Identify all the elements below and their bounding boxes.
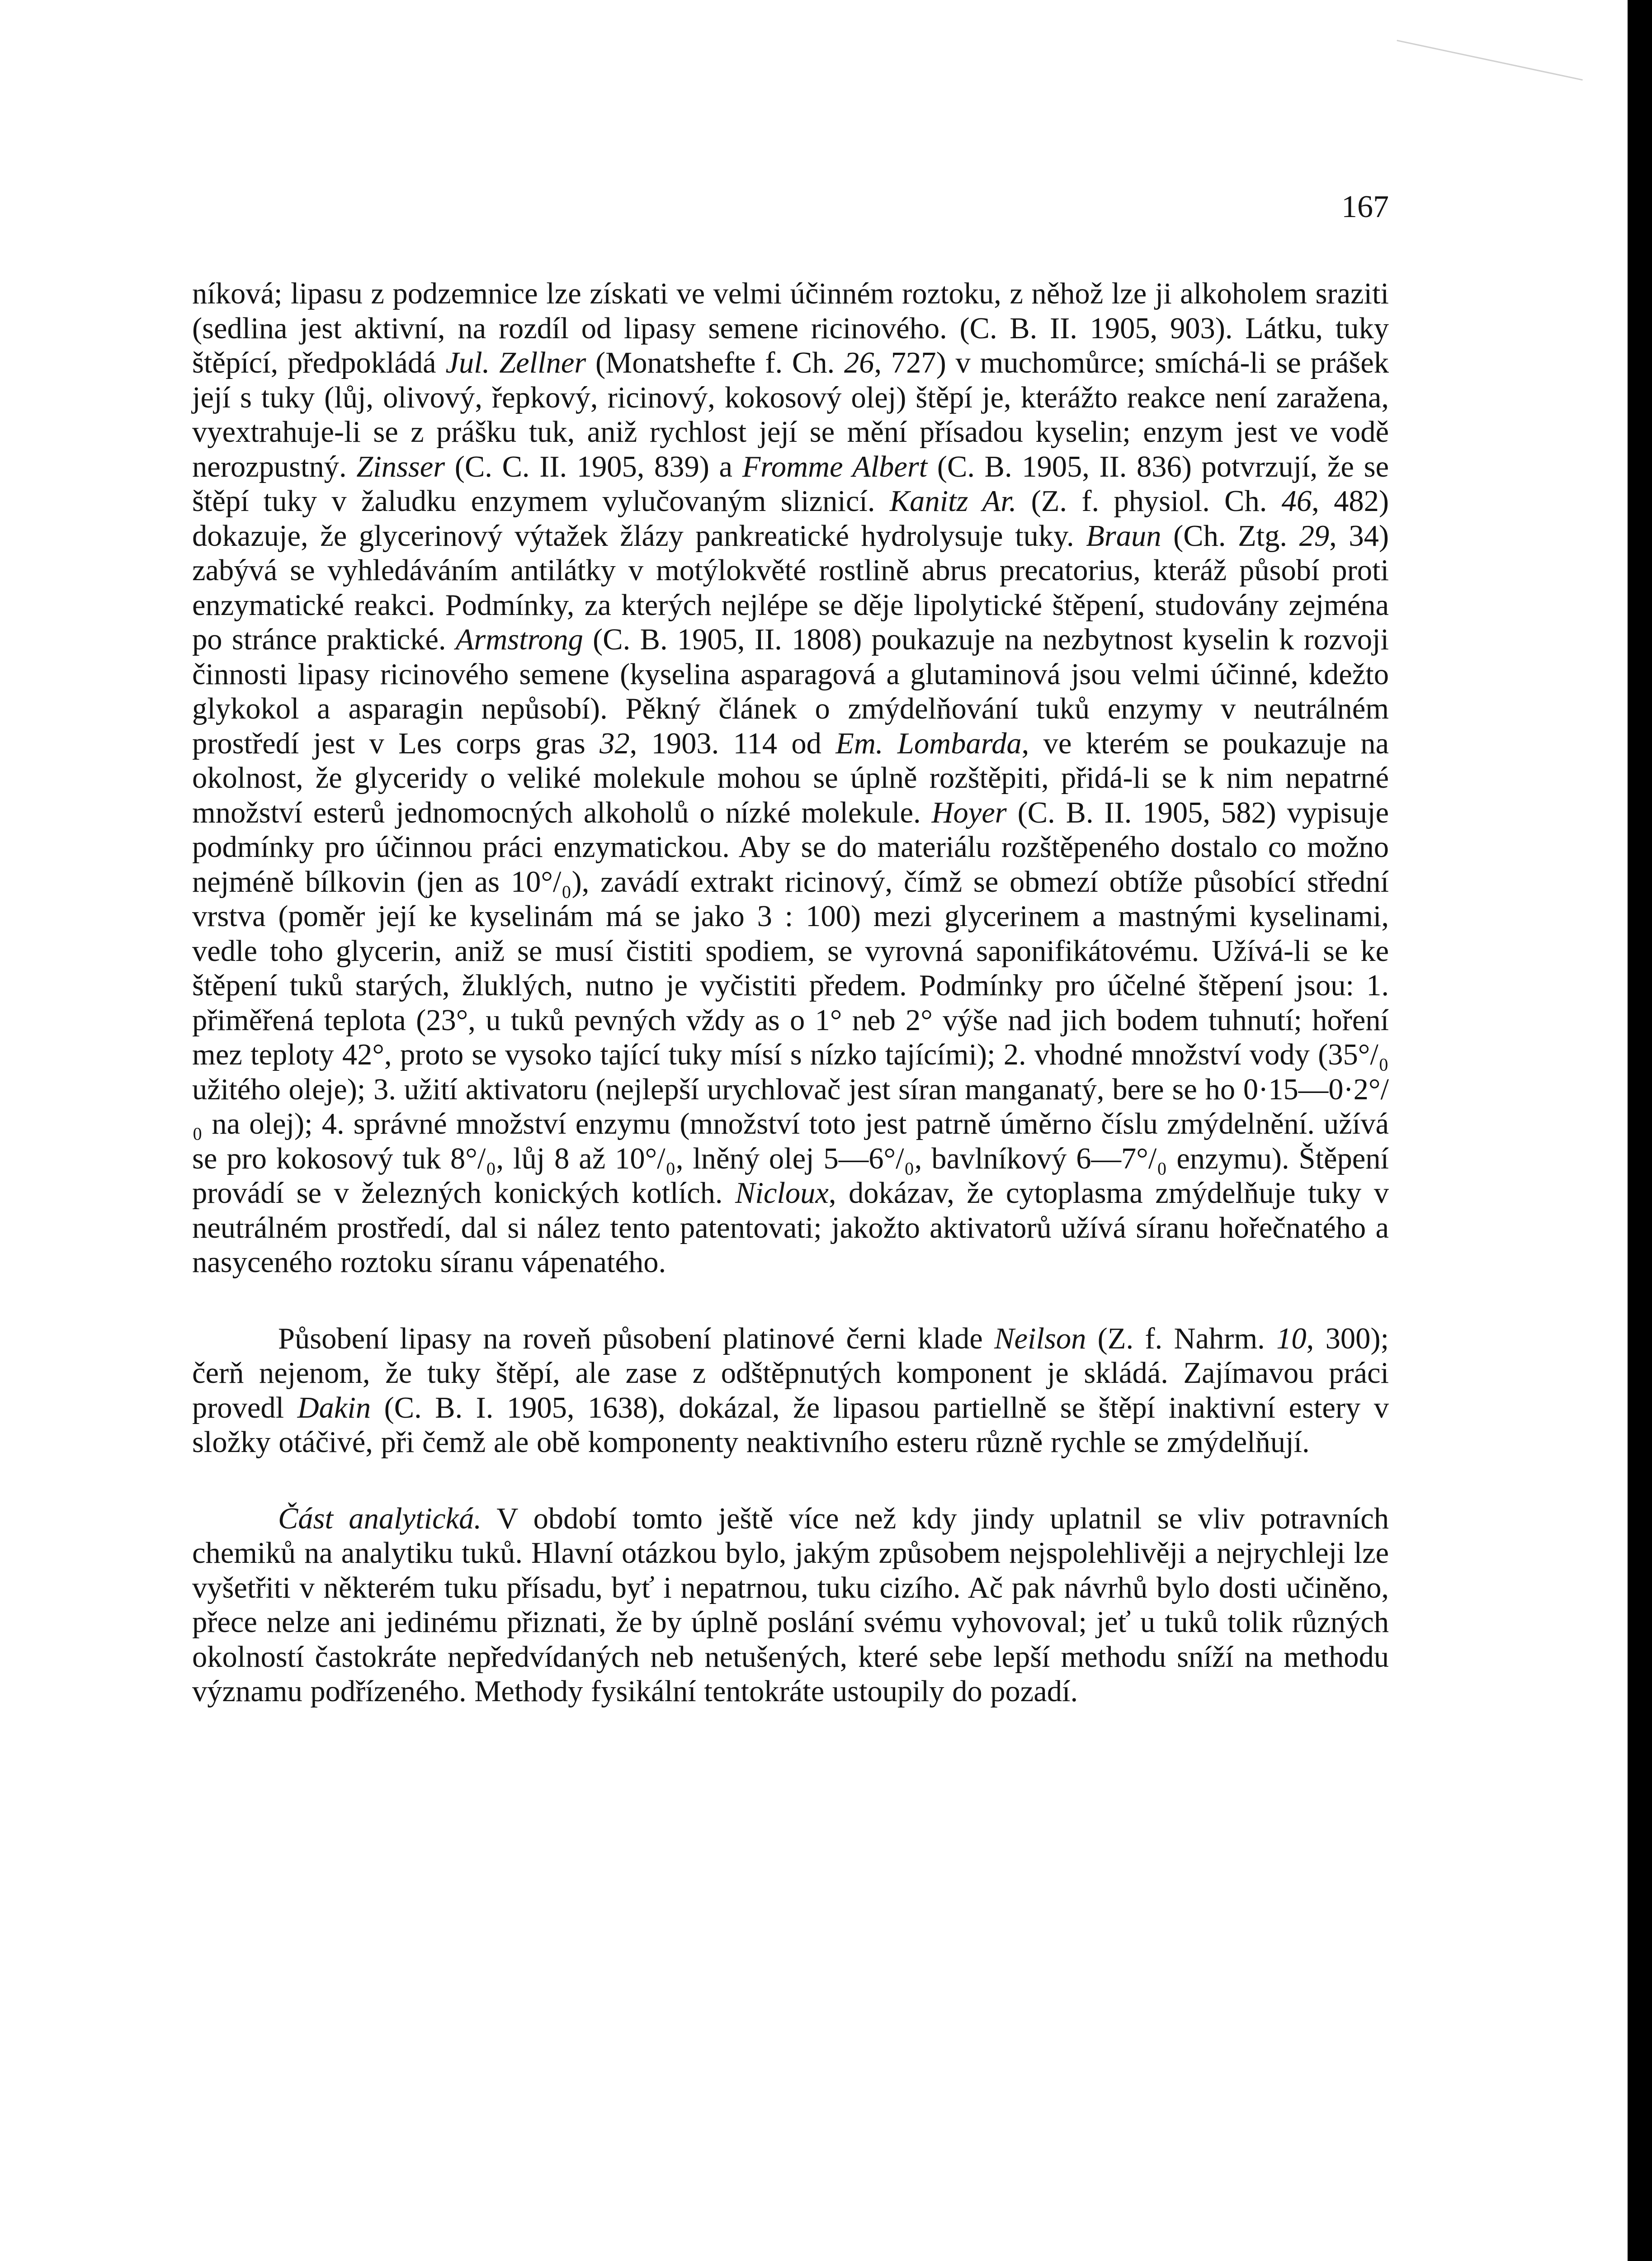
text-run: (C. C. II. 1905, 839) a [445, 450, 742, 483]
italic-reference: Zinsser [356, 450, 445, 483]
italic-reference: Jul. Zellner [445, 346, 586, 379]
italic-reference: 46 [1281, 485, 1312, 518]
page-number: 167 [1341, 189, 1389, 224]
italic-reference: Em. Lombarda [835, 727, 1022, 760]
italic-reference: 26 [844, 346, 874, 379]
paragraph-platinum-black [192, 1322, 1389, 1460]
paragraph-lipase-sources [192, 277, 1389, 1280]
text-run: (C. B. II. 1905, 582) vypisuje podmínky pro účinnou práci enzymatickou. Aby se do materiálu rozštěpeného dostalo co možno nejméně bílkovin (jen as 10°/₀), zavádí extrakt ricinový, čímž se obmezí obtíže působící střední vrstva (poměr její ke kyselinám má se jako 3 : 100) mezi glycerinem a mastnými kyselinami, vedle toho glycerin, aniž se musí čistiti spodiem, se vyrovná saponifikátovému. Užívá-li se ke štěpení tuků starých, žluklých, nutno je vyčistiti předem. Podmínky pro účelné štěpení jsou: 1. přiměřená teplota (23°, u tuků pevných vždy as o 1° neb 2° výše nad jich bodem tuhnutí; hoření mez teploty 42°, proto se vysoko tající tuky mísí s nízko tajícími); 2. vhodné množství vody (35°/₀ užitého oleje); 3. užití aktivatoru (nejlepší urychlovač jest síran manganatý, bere se ho 0·15—0·2°/₀ na olej); 4. správné množství enzymu (množství toto jest patrně úměrno číslu zmýdelnění. užívá se pro kokosový tuk 8°/₀, lůj 8 až 10°/₀, lněný olej 5—6°/₀, bavlníkový 6—7°/₀ enzymu). Štěpení provádí se v železných konických kotlích. [192, 796, 1389, 1210]
text-run: níková; lipasu z podzemnice lze získati ve velmi účinném roztoku, z něhož lze ji alkoholem sraziti (sedlina jest aktivní, na rozdíl od lipasy semene ricinového. (C. B. II. 1905, 903). Látku, tuky štěpící, předpokládá [192, 277, 1389, 379]
text-run: (C. B. 1905, II. 1808) poukazuje na nezbytnost kyselin k rozvoji činnosti lipasy ricinového semene (kyselina asparagová a glutaminová jsou velmi účinné, kdežto glykokol a asparagin nepůsobí). Pěkný článek o zmýdelňování tuků enzymy v neutrálném prostředí jest v Les corps gras [192, 623, 1389, 760]
italic-reference: Dakin [297, 1391, 371, 1424]
text-run: (Ch. Ztg. [1161, 519, 1299, 553]
text-run: (C. B. 1905, II. 836) potvrzují, že se štěpí tuky v žaludku enzymem vylučovaným sliznicí. [192, 450, 1389, 518]
text-run: , 727) v muchomůrce; smíchá-li se prášek její s tuky (lůj, olivový, řepkový, ricinový, kokosový olej) štěpí je, kterážto reakce není zaražena, vyextrahuje-li se z prášku tuk, aniž rychlost její se mění přísadou kyselin; enzym jest ve vodě nerozpustný. [192, 346, 1389, 483]
text-run: Působení lipasy na roveň působení platinové černi klade [278, 1322, 995, 1355]
italic-reference: Neilson [994, 1322, 1086, 1355]
text-run: V období tomto ještě více než kdy jindy uplatnil se vliv potravních chemiků na analytiku tuků. Hlavní otázkou bylo, jakým způsobem nejspolehlivěji a nejrychleji lze vyšetřiti v některém tuku přísadu, byť i nepatrnou, tuku cizího. Ač pak návrhů bylo dosti učiněno, přece nelze ani jedinému přiznati, že by úplně poslání svému vyhovoval; jeť u tuků tolik různých okolností častokráte nepředvídaných neb netušených, které sebe lepší methodu sníží na methodu významu podřízeného. Methody fysikální tentokráte ustoupily do pozadí. [192, 1502, 1389, 1708]
text-run: (C. B. I. 1905, 1638), dokázal, že lipasou partiellně se štěpí inaktivní estery v složky otáčivé, při čemž ale obě komponenty neaktivního esteru různě rychle se zmýdelňují. [192, 1391, 1389, 1459]
text-run: (Z. f. Nahrm. [1086, 1322, 1277, 1355]
text-run: , dokázav, že cytoplasma zmýdelňuje tuky v neutrálném prostředí, dal si nález tento patentovati; jakožto aktivatorů užívá síranu hořečnatého a nasyceného roztoku síranu vápenatého. [192, 1177, 1389, 1279]
text-run: , ve kterém se poukazuje na okolnost, že glyceridy o veliké molekule mohou se úplně rozštěpiti, přidá-li se k nim nepatrné množství esterů jednomocných alkoholů o nízké molekule. [192, 727, 1389, 829]
italic-reference: Kanitz Ar. [889, 485, 1017, 518]
page-corner-mark [1397, 40, 1582, 80]
italic-reference: Část analytická. [278, 1502, 482, 1535]
italic-reference: 32 [599, 727, 630, 760]
italic-reference: Fromme Albert [742, 450, 928, 483]
italic-reference: 10 [1276, 1322, 1307, 1355]
text-run: , 34) zabývá se vyhledáváním antilátky v motýlokvěté rostlině abrus precatorius, kteráž působí proti enzymatické reakci. Podmínky, za kterých nejlépe se děje lipolytické štěpení, studovány zejména po stránce praktické. [192, 519, 1389, 656]
text-run: , 1903. 114 od [629, 727, 836, 760]
italic-reference: Braun [1086, 519, 1161, 553]
body-text [192, 277, 1389, 1709]
italic-reference: 29 [1299, 519, 1330, 553]
text-run: , 300); čerň nejenom, že tuky štěpí, ale zase z odštěpnutých komponent je skládá. Zajímavou práci provedl [192, 1322, 1389, 1424]
text-run: (Z. f. physiol. Ch. [1016, 485, 1282, 518]
text-run: (Monatshefte f. Ch. [586, 346, 844, 379]
italic-reference: Armstrong [455, 623, 583, 656]
paragraph-analytical-part [192, 1502, 1389, 1709]
text-run: , 482) dokazuje, že glycerinový výtažek žlázy pankreatické hydrolysuje tuky. [192, 485, 1389, 553]
italic-reference: Hoyer [931, 796, 1007, 829]
italic-reference: Nicloux [735, 1177, 829, 1210]
